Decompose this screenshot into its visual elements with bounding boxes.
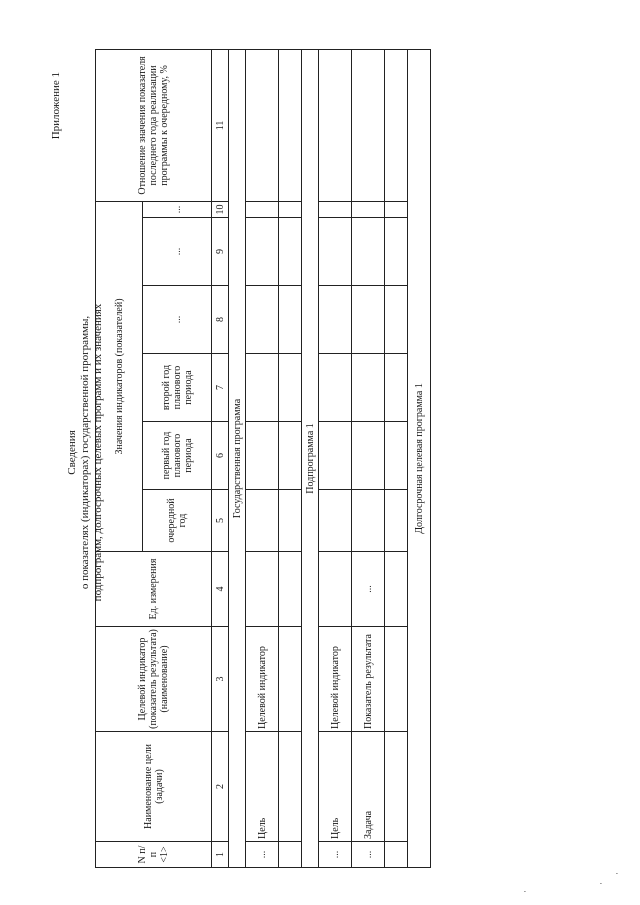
row-value xyxy=(319,490,352,552)
row-value xyxy=(319,354,352,422)
row-value xyxy=(352,218,385,286)
row-value xyxy=(385,286,408,354)
row-value xyxy=(319,201,352,217)
row-goal xyxy=(279,732,302,842)
section-long-term-program: Долгосрочная целевая программа 1 xyxy=(408,49,431,867)
row-number: ... xyxy=(352,842,385,868)
row-value xyxy=(279,201,302,217)
row-unit xyxy=(279,552,302,627)
scan-speck: · xyxy=(520,890,530,893)
title-line-1: Сведения xyxy=(66,430,78,475)
row-indicator: Показатель результата xyxy=(352,627,385,732)
col-number-5: 5 xyxy=(212,490,229,552)
row-value xyxy=(246,422,279,490)
row-unit xyxy=(319,552,352,627)
row-goal xyxy=(385,732,408,842)
header-num: N п/п <1> xyxy=(96,842,212,868)
col-number-8: 8 xyxy=(212,286,229,354)
row-unit xyxy=(385,552,408,627)
row-value xyxy=(352,422,385,490)
row-value xyxy=(385,218,408,286)
row-value xyxy=(279,490,302,552)
title-line-2: о показателях (индикаторах) государственной программы, xyxy=(79,315,91,590)
row-value xyxy=(279,218,302,286)
scan-speck: · xyxy=(612,872,622,875)
row-unit xyxy=(246,552,279,627)
row-value xyxy=(319,422,352,490)
col-number-2: 2 xyxy=(212,732,229,842)
header-indicator: Целевой индикатор (показатель результата) (наименование) xyxy=(96,627,212,732)
col-number-4: 4 xyxy=(212,552,229,627)
row-value xyxy=(385,354,408,422)
row-value xyxy=(279,286,302,354)
number-row xyxy=(212,49,229,867)
row-ratio xyxy=(352,49,385,201)
header-year-more-1: ... xyxy=(143,286,212,354)
row-value xyxy=(352,354,385,422)
header-year-plan-2: второй год планового периода xyxy=(143,354,212,422)
row-ratio xyxy=(319,49,352,201)
row-indicator xyxy=(385,627,408,732)
table-row xyxy=(279,49,302,867)
header-unit: Ед. измерения xyxy=(96,552,212,627)
row-value xyxy=(246,490,279,552)
row-number xyxy=(279,842,302,868)
row-value xyxy=(385,490,408,552)
row-value xyxy=(352,201,385,217)
header-year-plan-1: первый год планового периода xyxy=(143,422,212,490)
row-indicator: Целевой индикатор xyxy=(319,627,352,732)
section-subprogram: Подпрограмма 1 xyxy=(302,49,319,867)
title-line-3: подпрограмм, долгосрочных целевых программ и их значениях xyxy=(92,303,104,602)
row-value xyxy=(246,218,279,286)
row-value xyxy=(352,286,385,354)
appendix-label: Приложение 1 xyxy=(50,72,62,140)
row-number xyxy=(385,842,408,868)
col-number-7: 7 xyxy=(212,354,229,422)
row-goal: Цель xyxy=(246,732,279,842)
row-unit: ... xyxy=(352,552,385,627)
section-row xyxy=(408,49,431,867)
row-value xyxy=(319,218,352,286)
table-row xyxy=(246,49,279,867)
row-number: ... xyxy=(246,842,279,868)
row-value xyxy=(385,422,408,490)
row-ratio xyxy=(385,49,408,201)
row-value xyxy=(246,286,279,354)
header-year-more-3: ... xyxy=(143,201,212,217)
row-number: ... xyxy=(319,842,352,868)
col-number-3: 3 xyxy=(212,627,229,732)
row-value xyxy=(246,201,279,217)
header-year-current: очередной год xyxy=(143,490,212,552)
row-value xyxy=(352,490,385,552)
col-number-10: 10 xyxy=(212,201,229,217)
header-goal: Наименование цели (задачи) xyxy=(96,732,212,842)
row-value xyxy=(319,286,352,354)
section-state-program: Государственная программа xyxy=(229,49,246,867)
col-number-1: 1 xyxy=(212,842,229,868)
row-value xyxy=(279,354,302,422)
section-row xyxy=(229,49,246,867)
header-ratio: Отношение значения показателя последнего года реализации программы к очередному, % xyxy=(96,49,212,201)
scan-speck: · xyxy=(596,882,606,885)
row-value xyxy=(385,201,408,217)
row-ratio xyxy=(279,49,302,201)
indicators-table xyxy=(95,49,431,868)
header-year-more-2: ... xyxy=(143,218,212,286)
table-row xyxy=(385,49,408,867)
row-value xyxy=(279,422,302,490)
col-number-6: 6 xyxy=(212,422,229,490)
section-row xyxy=(302,49,319,867)
col-number-11: 11 xyxy=(212,49,229,201)
row-task: Задача xyxy=(352,732,385,842)
row-value xyxy=(246,354,279,422)
col-number-9: 9 xyxy=(212,218,229,286)
row-goal: Цель xyxy=(319,732,352,842)
table-row xyxy=(352,49,385,867)
header-values: Значения индикаторов (показателей) xyxy=(96,201,143,551)
row-indicator: Целевой индикатор xyxy=(246,627,279,732)
row-indicator xyxy=(279,627,302,732)
row-ratio xyxy=(246,49,279,201)
table-row xyxy=(319,49,352,867)
header-row-1 xyxy=(96,49,143,867)
